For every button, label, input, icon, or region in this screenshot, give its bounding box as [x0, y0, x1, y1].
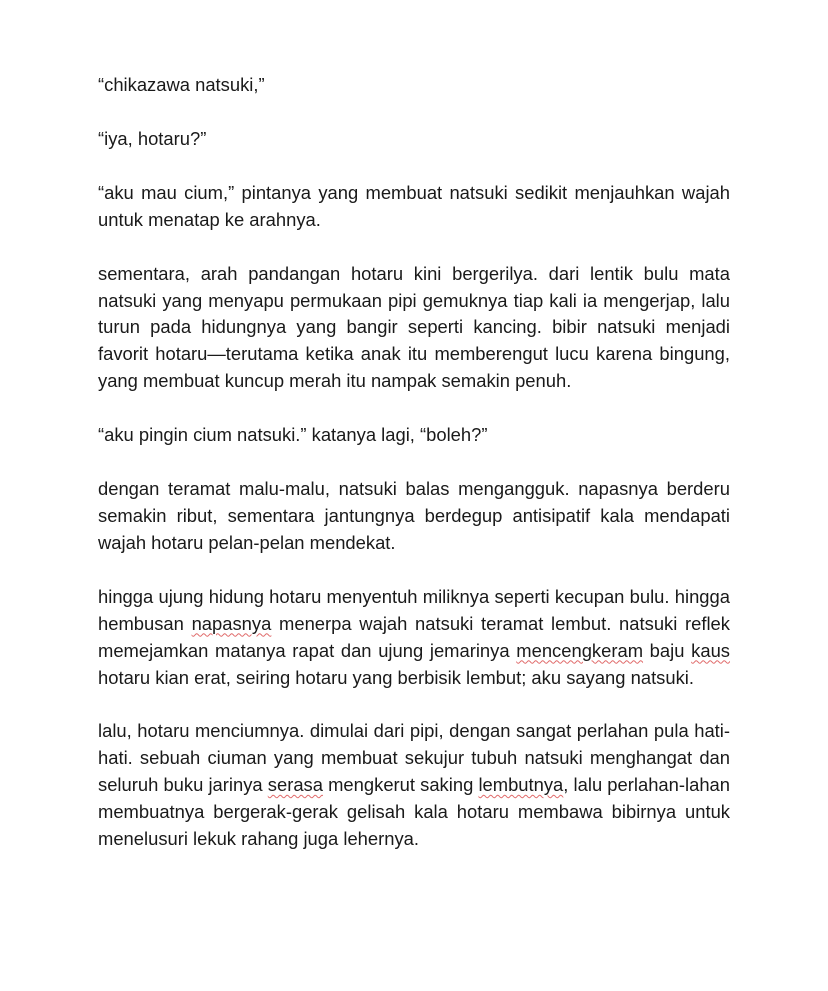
misspelled-word[interactable]: mencengkeram — [516, 639, 644, 661]
text-run: mengkerut saking — [322, 774, 479, 796]
misspelled-word[interactable]: kaus — [691, 639, 730, 661]
paragraph — [98, 261, 730, 396]
text-run: hotaru kian erat, seiring hotaru yang berbisik lembut; aku sayang natsuki. — [98, 666, 694, 688]
paragraph — [98, 180, 730, 234]
text-run: “aku pingin cium natsuki.” katanya lagi, “boleh?” — [98, 424, 488, 446]
text-run: , lalu perlahan-lahan membuatnya bergerak-gerak gelisah kala hotaru membawa bibirnya untuk menelusuri lekuk rahang juga lehernya. — [98, 774, 730, 850]
text-run: “iya, hotaru?” — [98, 127, 207, 149]
paragraph — [98, 422, 730, 449]
document-page — [98, 72, 730, 880]
paragraph — [98, 718, 730, 853]
misspelled-word[interactable]: napasnya — [191, 612, 272, 634]
text-run: lalu, hotaru menciumnya. dimulai dari pipi, dengan sangat perlahan pula hati-hati. sebuah ciuman yang membuat sekujur tubuh natsuki menghangat dan seluruh buku jarinya — [98, 720, 730, 796]
text-run: baju — [643, 639, 692, 661]
text-run: dengan teramat malu-malu, natsuki balas mengangguk. napasnya berderu semakin ribut, sementara jantungnya berdegup antisipatif kala mendapati wajah hotaru pelan-pelan mendekat. — [98, 478, 730, 553]
paragraph — [98, 72, 730, 99]
paragraph — [98, 476, 730, 557]
paragraph — [98, 126, 730, 153]
text-run: menerpa wajah natsuki teramat lembut. natsuki reflek memejamkan matanya rapat dan ujung jemarinya — [98, 612, 730, 661]
text-run: hingga ujung hidung hotaru menyentuh miliknya seperti kecupan bulu. hingga hembusan — [98, 585, 730, 634]
misspelled-word[interactable]: serasa — [267, 774, 323, 796]
text-run: “chikazawa natsuki,” — [98, 74, 265, 95]
text-run: “aku mau cium,” pintanya yang membuat natsuki sedikit menjauhkan wajah untuk menatap ke arahnya. — [98, 181, 730, 230]
paragraph — [98, 584, 730, 692]
text-run: sementara, arah pandangan hotaru kini bergerilya. dari lentik bulu mata natsuki yang menyapu permukaan pipi gemuknya tiap kali ia mengerjap, lalu turun pada hidungnya yang bangir seperti kancing. bibir natsuki menjadi favorit hotaru—terutama ketika anak itu memberengut lucu karena bingung, yang membuat kuncup merah itu nampak semakin penuh. — [98, 262, 730, 392]
misspelled-word[interactable]: lembutnya — [478, 774, 564, 796]
